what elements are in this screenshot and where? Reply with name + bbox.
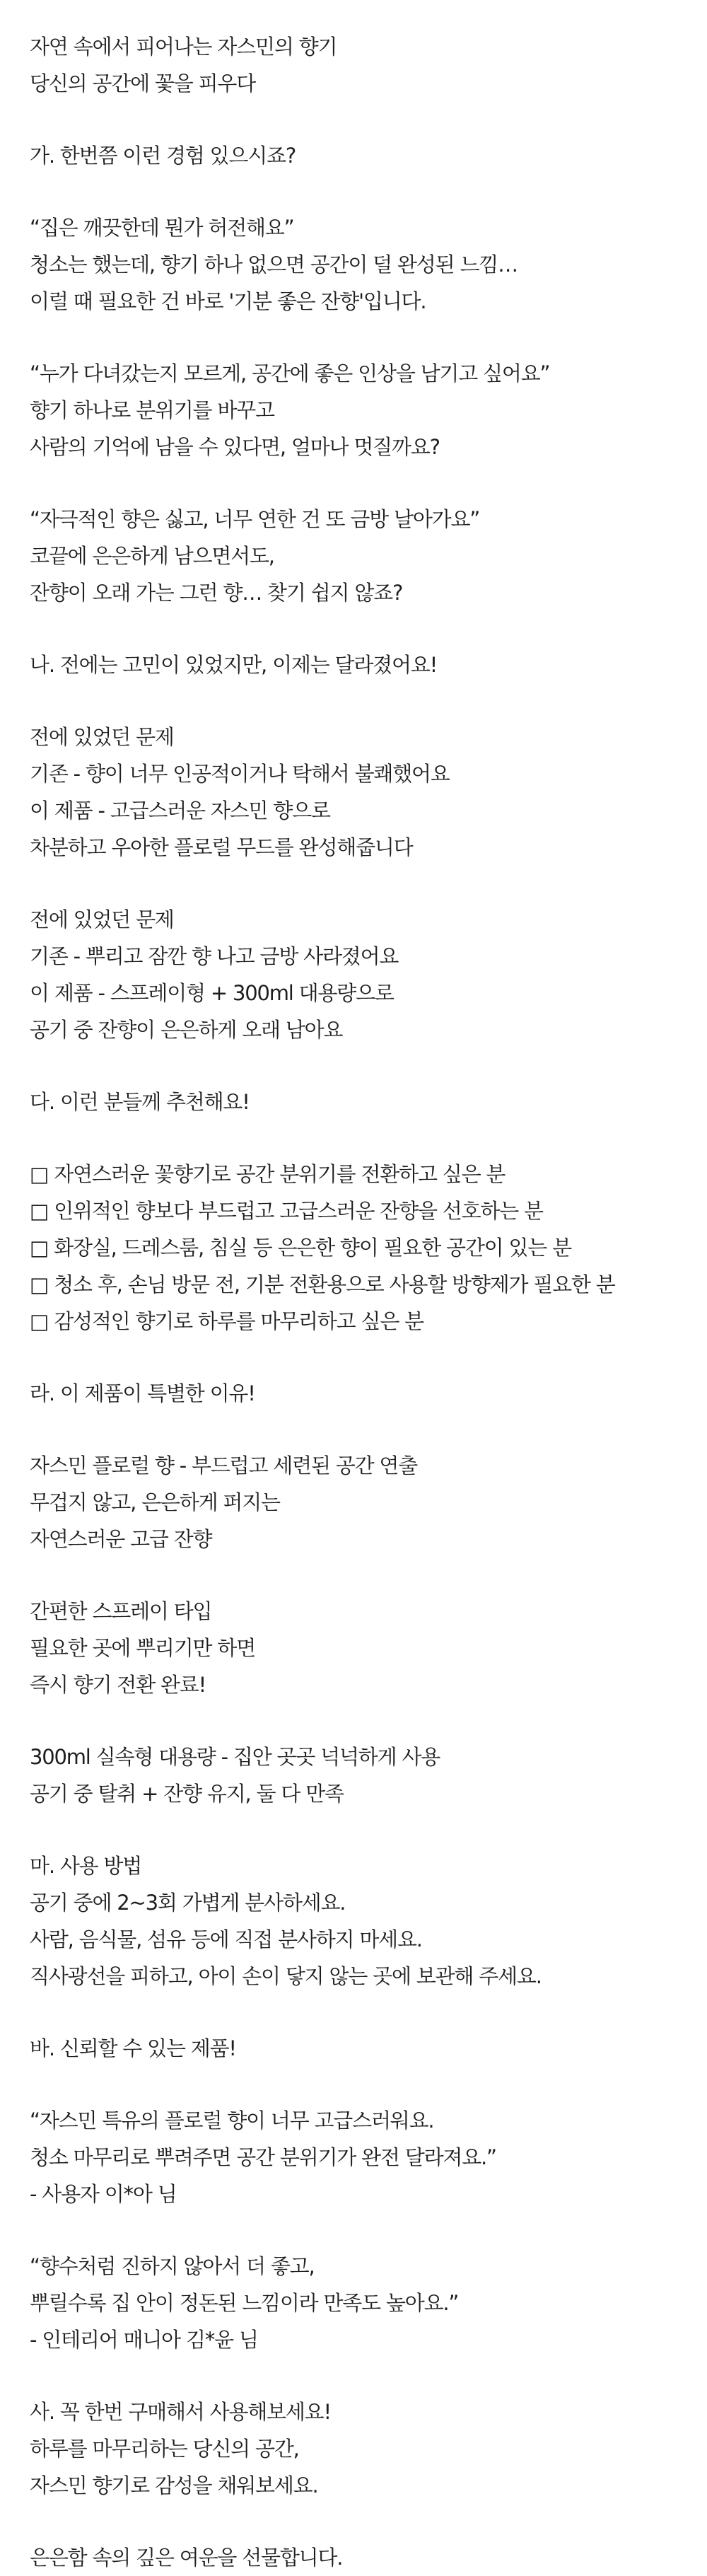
text-line: “향수처럼 진하지 않아서 더 좋고, [30,2254,315,2278]
text-line: 다. 이런 분들께 추천해요! [30,1090,250,1114]
text-paragraph [30,646,677,683]
text-line: 사람의 기억에 남을 수 있다면, 얼마나 멋질까요? [30,435,440,459]
text-paragraph [30,355,677,465]
text-line: 자연 속에서 피어나는 자스민의 향기 [30,35,337,59]
text-line: □ 자연스러운 꽃향기로 공간 분위기를 전환하고 싶은 분 [30,1162,506,1186]
text-line: 이럴 때 필요한 건 바로 '기분 좋은 잔향'입니다. [30,289,426,313]
text-line: 사람, 음식물, 섬유 등에 직접 분사하지 마세요. [30,1927,422,1951]
text-paragraph [30,2248,677,2358]
text-line: 라. 이 제품이 특별한 이유! [30,1381,255,1405]
text-paragraph [30,1847,677,1995]
text-paragraph [30,501,677,611]
text-paragraph [30,719,677,866]
text-paragraph [30,1447,677,1557]
text-line: 필요한 곳에 뿌리기만 하면 [30,1636,256,1660]
text-line: 당신의 공간에 꽃을 피우다 [30,71,256,95]
text-line: - 사용자 이*아 님 [30,2182,177,2206]
text-line: 무겁지 않고, 은은하게 퍼지는 [30,1490,280,1514]
text-line: 자연스러운 고급 잔향 [30,1527,212,1551]
text-line: 하루를 마무리하는 당신의 공간, [30,2437,299,2461]
text-line: 전에 있었던 문제 [30,907,174,932]
text-paragraph [30,2539,677,2576]
text-line: 자스민 플로럴 향 - 부드럽고 세련된 공간 연출 [30,1454,418,1478]
text-line: - 인테리어 매니아 김*윤 님 [30,2328,258,2352]
text-paragraph [30,209,677,320]
text-line: 청소 마무리로 뿌려주면 공간 분위기가 완전 달라져요.” [30,2145,496,2169]
text-line: □ 감성적인 향기로 하루를 마무리하고 싶은 분 [30,1309,423,1333]
text-line: 기존 - 향이 너무 인공적이거나 탁해서 불쾌했어요 [30,762,450,786]
text-line: 공기 중 잔향이 은은하게 오래 남아요 [30,1018,343,1042]
text-line: 청소는 했는데, 향기 하나 없으면 공간이 덜 완성된 느낌… [30,253,518,277]
text-line: 가. 한번쯤 이런 경험 있으시죠? [30,144,296,168]
text-paragraph [30,2030,677,2067]
text-line: 마. 사용 방법 [30,1854,142,1878]
text-line: “집은 깨끗한데 뭔가 허전해요” [30,216,294,240]
text-line: 나. 전에는 고민이 있었지만, 이제는 달라졌어요! [30,653,438,677]
text-line: 기존 - 뿌리고 잠깐 향 나고 금방 사라졌어요 [30,944,399,968]
text-line: 300ml 실속형 대용량 - 집안 곳곳 넉넉하게 사용 [30,1745,440,1769]
text-line: 공기 중에 2~3회 가볍게 분사하세요. [30,1891,346,1915]
text-line: “누가 다녀갔는지 모르게, 공간에 좋은 인상을 남기고 싶어요” [30,361,550,385]
text-paragraph [30,137,677,174]
text-line: □ 인위적인 향보다 부드럽고 고급스러운 잔향을 선호하는 분 [30,1199,543,1223]
text-line: 직사광선을 피하고, 아이 손이 닿지 않는 곳에 보관해 주세요. [30,1964,542,1988]
text-line: 뿌릴수록 집 안이 정돈된 느낌이라 만족도 높아요.” [30,2291,459,2315]
text-line: 즉시 향기 전환 완료! [30,1673,206,1697]
text-line: 잔향이 오래 가는 그런 향… 찾기 쉽지 않죠? [30,581,403,605]
text-paragraph [30,1156,677,1340]
text-line: 공기 중 탈취 + 잔향 유지, 둘 다 만족 [30,1782,344,1806]
text-line: □ 청소 후, 손님 방문 전, 기분 전환용으로 사용할 방향제가 필요한 분 [30,1272,615,1296]
text-paragraph [30,1375,677,1412]
text-paragraph [30,1739,677,1812]
text-line: 바. 신뢰할 수 있는 제품! [30,2036,236,2060]
text-paragraph [30,1593,677,1703]
text-line: 전에 있었던 문제 [30,725,174,749]
text-paragraph [30,901,677,1048]
text-paragraph [30,28,677,102]
text-line: 간편한 스프레이 타입 [30,1599,212,1623]
text-line: 은은함 속의 깊은 여운을 선물합니다. [30,2546,343,2570]
text-line: 향기 하나로 분위기를 바꾸고 [30,398,274,422]
text-line: “자극적인 향은 싫고, 너무 연한 건 또 금방 날아가요” [30,507,480,531]
text-paragraph [30,2394,677,2504]
text-paragraph [30,1084,677,1120]
text-line: 자스민 향기로 감성을 채워보세요. [30,2473,318,2497]
text-line: “자스민 특유의 플로럴 향이 너무 고급스러워요. [30,2108,434,2133]
text-paragraph [30,2102,677,2212]
text-line: 차분하고 우아한 플로럴 무드를 완성해줍니다 [30,835,413,859]
text-line: 이 제품 - 스프레이형 + 300ml 대용량으로 [30,981,394,1005]
text-line: 코끝에 은은하게 남으면서도, [30,544,274,568]
text-line: □ 화장실, 드레스룸, 침실 등 은은한 향이 필요한 공간이 있는 분 [30,1236,571,1260]
text-line: 사. 꼭 한번 구매해서 사용해보세요! [30,2400,331,2424]
text-line: 이 제품 - 고급스러운 자스민 향으로 [30,799,330,823]
